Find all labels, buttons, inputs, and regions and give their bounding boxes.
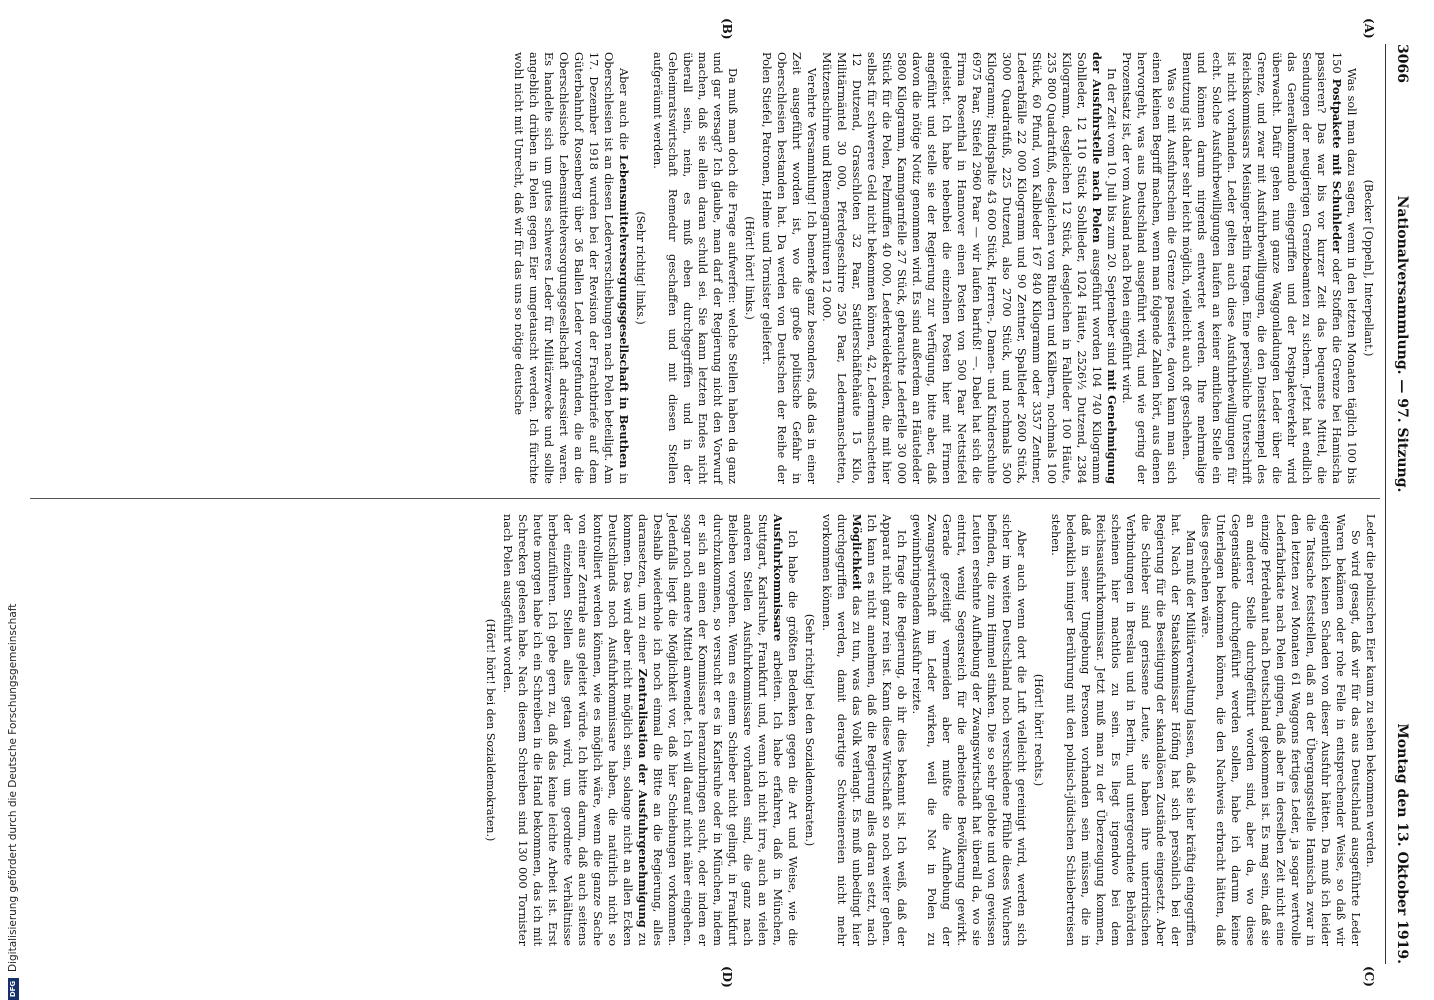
paragraph: Aber auch die Lebensmittelversorgungsgesellschaft in Beuthen in Oberschlesien ist an diesen Lederverschiebungen nach Polen beteiligt. Am 17. Dezember 1918 wurden bei der Revision der Frachtbriefe auf dem Güterbahnhof Rosenberg über 36 Ballen Leder vorgefunden, die an die Oberschlesische Lebensmittelversorgungsgesellschaft adressiert waren. Es handelte sich um gutes schweres Leder für Militärzwecke und sollte angeblich drüben in Polen gegen Eier umgetauscht werden. Ich fürchte wohl nicht mit Unrecht, daß wir für das uns so nötige deutsche xyxy=(512,52,631,484)
page-header xyxy=(1388,44,1410,964)
margin-marker-a: (A) xyxy=(1362,18,1376,39)
paragraph: In der Zeit vom 10. Juli bis zum 20. September sind mit Genehmigung der Ausfuhrstelle nach Polen ausgeführt worden 104 740 Kilogramm Sohlleder, 12 110 Stück Sohlleder, 1024 Häute, 2526½ Dutzend, 2384 Kilogramm, desgleichen 12 Stück, desgleichen in Fahlleder 100 Häute, 235 800 Quadratfuß, desgleichen von Rindern und Kälbern, nochmals 100 Stück, 60 Pfund, von Kalbleder 167 840 Kilogramm oder 3357 Zentner, Lederabfälle 22 000 Kilogramm und 90 Zentner, Spaltleder 2600 Stück, 3000 Quadratfuß, 225 Dutzend, also 2700 Stück, und nochmals 500 Kilogramm; Rindspalte 43 600 Stück, Herren-, Damen- und Kinderschuhe 6975 Paar, Stiefel 2960 Paar — wir laufen barfuß! —. Dabei hat sich die Firma Rosenthal in Hannover einen Posten von 500 Paar Nettstiefel geleistet. Ich habe nebenbei die einzelnen Posten hier mit Firmen angeführt und stelle sie der Regierung zur Verfügung, bitte aber, daß davon die nötige Notiz genommen wird. Es sind außerdem an Häuteleder 5800 Kilogramm, Kammgarnfelle 27 Stück, gebrauchte Lederfelle 30 000 Stück für die Polen, Pelzmuffen 40 000, Lederkreidekreiden, die mit hier selbst für schwerere Geld nicht bekommen können, 42, Ledermanschetten 12 Dutzend, Grasschloten 32 Paar, Sattlerschäftehäute 15 Kilo, Militärmäntel 30 000, Pferdegeschirre 250 Paar, Ledermanschetten, Mützenschirme und Riemengarnituren 12 000. xyxy=(820,52,1119,484)
dfg-logo: DFG xyxy=(8,978,19,1000)
paragraph: Was soll man dazu sagen, wenn in den letzten Monaten täglich 100 bis 150 Postpakete mit Schuhleder oder Stoffen die Grenze bei Hamischa passieren? Das war bis vor kurzer Zeit das bequemste Mittel, die Sendungen der neugierigen Grenzbeamten zu sichern. Jetzt hat endlich das Generalkommando eingegriffen und der Postpaketverkehr wird überwacht. Dafür gehen nun ganze Waggonladungen Leder über die Grenze, und zwar mit Ausfuhrbewilligungen, die den Dienststempel des Reichskommissars Meisinger-Berlin tragen. Eine persönliche Unterschrift ist nicht vorhanden. Leder gelten auch diese Ausfuhrbewilligungen für echt. Solche Ausfuhrbewilligungen laufen an keiner amtlichen Stelle ein und können darum nirgends entwertet werden. Ihre mehrmalige Benutzung ist daher sehr leicht möglich, vielleicht auch oft geschehen. xyxy=(1180,52,1358,484)
header-rule xyxy=(1385,44,1386,964)
paragraph: Da muß man doch die Frage aufwerfen: welche Stellen haben da ganz und gar versagt? Ich glaube, man darf der Regierung nicht den Vorwurf machen, daß sie allein daran schuld sei. Sie kann letzten Endes nicht überall sein, nein, es muß eben durchgegriffen und in der Geheimratswirtschaft Remedur geschaffen und mit diesen Stellen aufgeräumt werden. xyxy=(651,52,739,484)
interjection: (Hört! hört! rechts.) xyxy=(1032,673,1045,787)
paragraph: Ich frage die Regierung, ob ihr dies bekannt ist. Ich weiß, daß der Apparat nicht ganz rein ist. Kann diese Wirtschaft so noch weiter gehen. Ich kann es nicht annehmen, daß die Regierung alles daran setzt, nach Möglichkeit das zu tun, was das Volk verlangt. Es muß unbedingt hier durchgegriffen werden, damit derartige Schweinereien nicht mehr vorkommen können. xyxy=(820,514,908,946)
page-number: 3066 xyxy=(1394,44,1410,83)
paragraph: So wird gesagt, daß wir für das aus Deutschland ausgeführte Leder Waren bekämen oder rohe Felle in entsprechender Weise, so daß wir eigentlich keinen Schaden von dieser Ausfuhr hätten. Da muß ich leider die Tatsache feststellen, daß an der Übergangsstelle Hamischa zwar in den letzten zwei Monaten 61 Waggons fertiges Leder, ja sogar wertvolle Lederfabrikate nach Polen gingen, daß aber in derselben Zeit nicht eine einzige Pferdehaut nach Deutschland gekommen ist. Es mag sein, daß sie an anderer Stelle durchgeführt worden sind, aber da, wo diese Gegenstände durchgeführt werden sollen, habe ich darum keine Unterlagen bekommen können, die den Nachweis erbracht hätten, daß dies geschehen wäre. xyxy=(1199,514,1362,946)
paragraph: Was so mit Ausfuhrschein die Grenze passierte, davon kann man sich einen kleinen Begriff machen, wenn man folgende Zahlen hört, aus denen hervorgeht, was aus Deutschland ausgeführt wird, und wie gering der Prozentsatz ist, der vom Ausland nach Polen eingeführt wird. xyxy=(1120,52,1178,484)
margin-marker-c: (C) xyxy=(1362,966,1376,987)
paragraph: Man muß der Militärverwaltung lassen, daß sie hier kräftig eingegriffen hat. Nach der Staatskommissar Höfing hat sich persönlich bei der Regierung für die Beseitigung der skandalösen Zustände eingesetzt. Aber die Schieber sind gerissene Leute, sie haben ihre unterirdischen Verbindungen in Breslau und in Berlin, und untergeordnete Behörden scheinen hier machtlos zu sein. Es liegt irgendwo bei dem Reichsausfuhrkommissar. Jetzt muß man zu der Überzeugung kommen, daß in seiner Umgebung Personen vorhanden sein müssen, die in bedenklich inniger Berührung mit den polnisch-jüdischen Schiebertreisen stehen. xyxy=(1049,514,1197,946)
margin-marker-d: (D) xyxy=(720,966,734,988)
interjection: (Sehr richtig! links.) xyxy=(634,211,647,325)
interjection: (Hört! hört! links.) xyxy=(743,216,756,320)
column-divider xyxy=(30,498,1380,499)
page-title: Nationalversammlung. — 97. Sitzung. xyxy=(1394,195,1410,493)
paragraph: Leder die polnischen Eier kaum zu sehen bekommen werden. xyxy=(1364,514,1377,868)
right-column xyxy=(481,514,1378,946)
left-column xyxy=(511,52,1378,484)
paragraph: Aber auch wenn dort die Luft vielleicht gereinigt wird, werden sich sicher im weiten Deutschland noch verschiedene Pfühle dieses Wuchers befinden, die zum Himmel stinken. Die so sehr gelobte und von gewissen Leuten ersehnte Aufhebung der Zwangswirtschaft hat überall da, wo sie eintrat, wenig Segensreich für die arbeitende Bevölkerung gewirkt. Gerade gezeitigt vermeiden aber mußte die Aufhebung der Zwangswirtschaft im Leder wirken, weil die Not in Polen zu gewinnbringendem Ausfuhr reizte. xyxy=(910,514,1028,946)
paragraph: Verehrte Versammlung! Ich bemerke ganz besonders, daß das in einer Zeit ausgeführt worden ist, wo die große politische Gefahr in Oberschlesien bestanden hat. Da werden von Deutschen der Reihe der Polen Stiefel, Patronen, Helme und Tornister geliefert. xyxy=(760,52,818,484)
paragraph: Ich habe die größten Bedenken gegen die Art und Weise, wie die Ausfuhrkommissare arbeiten. Ich habe erfahren, daß in München, Stuttgart, Karlsruhe, Frankfurt und, wenn ich nicht irre, auch an vielen anderen Stellen Ausfuhrkommissare vorhanden sind, die ganz nach Belieben vorgehen. Wenn es einem Schieber nicht gelingt, in Frankfurt durchzukommen, so versucht er es in Karlsruhe oder in München, indem er sich an einen der Kommissare heranzubringen sucht, oder indem er sogar noch andere Mittel anwendet. Ich will darauf nicht näher eingehen. Jedenfalls liegt die Möglichkeit vor, daß hier Schiebungen vorkommen. Deshalb wiederhole ich noch einmal die Bitte an die Regierung, alles daransetzen, um zu einer Zentralisation der Ausfuhrgenehmigung zu kommen. Das wird aber nicht möglich sein, solange nicht an allen Ecken Deutschlands noch Ausfuhrkommissare haben, die natürlich nicht so kontrolliert werden können, wie es möglich wäre, wenn die ganze Sache von einer Zentrale aus geleitet würde. Ich bitte darum, daß auch seitens der einzelnen Stellen alles getan wird, um geordnete Verhältnisse herbeizuführen. Ich gebe gern zu, daß das keine leichte Arbeit ist. Erst heute morgen habe ich ein Schreiben in die Hand bekommen, das ich mit Schrecken gelesen habe. Nach diesem Schreiben sind 130 000 Tornister nach Polen ausgeführt worden. xyxy=(501,514,799,947)
interjection: (Hört! hört! bei den Sozialdemokraten.) xyxy=(484,618,497,842)
speaker-line: (Becker [Oppeln], Interpellant.) xyxy=(1362,179,1375,357)
session-date: Montag den 13. Oktober 1919. xyxy=(1394,723,1410,964)
interjection: (Sehr richtig! bei den Sozialdemokraten.) xyxy=(803,613,816,847)
margin-marker-b: (B) xyxy=(720,18,734,40)
digitization-text: Digitalisierung gefördert durch die Deutsche Forschungsgemeinschaft xyxy=(7,603,19,972)
